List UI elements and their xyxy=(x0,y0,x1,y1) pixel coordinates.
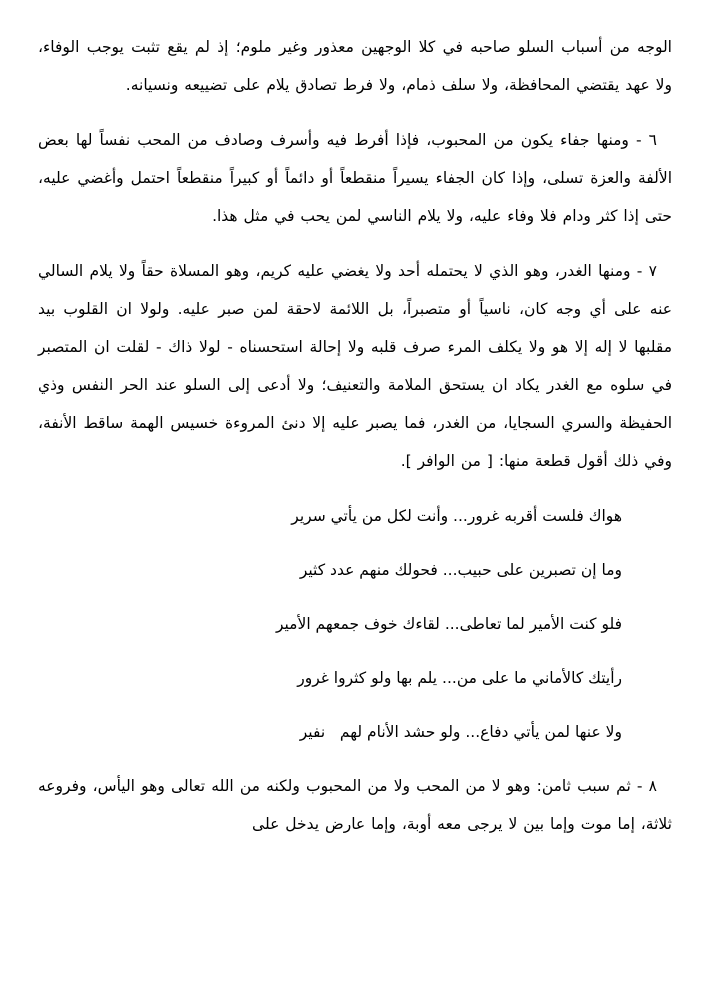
paragraph-7: ٧ - ومنها الغدر، وهو الذي لا يحتمله أحد ولا يغضي عليه كريم، وهو المسلاة حقاً ولا يلام السالي عنه على أي وجه كان، ناسياً أو متصبراً، بل اللائمة لاحقة لمن صبر عليه. ولولا ان القلوب بيد مقلبها لا إله إلا هو ولا يكلف المرء صرف قلبه ولا إحالة استحسناه - لولا ذاك - لقلت ان المتصبر في سلوه مع الغدر يكاد ان يستحق الملامة والتعنيف؛ ولا أدعى إلى السلو عند الحر النفس وذي الحفيظة والسري السجايا، من الغدر، فما يصبر عليه إلا دنئ المروءة خسيس الهمة ساقط الأنفة، وفي ذلك أقول قطعة منها: [ من الوافر ]. xyxy=(38,262,672,470)
poem-verse-2: وما إن تصبرين على حبيب... فحولك منهم عدد كثير xyxy=(299,561,622,579)
poem-verse-1: هواك فلست أقربه غرور... وأنت لكل من يأتي سرير xyxy=(291,507,622,525)
paragraph-continuation: الوجه من أسباب السلو صاحبه في كلا الوجهين معذور وغير ملوم؛ إذ لم يقع تثبت يوجب الوفاء، ولا عهد يقتضي المحافظة، ولا سلف ذمام، ولا فرط تصادق يلام على تضييعه ونسيانه. xyxy=(38,38,672,94)
poem-verse-3: فلو كنت الأمير لما تعاطى... لقاءك خوف جمعهم الأمير xyxy=(275,615,622,633)
poem-verse-5: ولا عنها لمن يأتي دفاع... ولو حشد الأنام لهم نفير xyxy=(299,723,622,741)
paragraph-8: ٨ - ثم سبب ثامن: وهو لا من المحب ولا من المحبوب ولكنه من الله تعالى وهو اليأس، وفروعه ثلاثة، إما موت وإما بين لا يرجى معه أوبة، وإما عارض يدخل على xyxy=(38,777,672,833)
poem-verse-4: رأيتك كالأماني ما على من... يلم بها ولو كثروا غرور xyxy=(297,669,622,687)
paragraph-6: ٦ - ومنها جفاء يكون من المحبوب، فإذا أفرط فيه وأسرف وصادف من المحب نفساً لها بعض الألفة والعزة تسلى، وإذا كان الجفاء يسيراً منقطعاً أو دائماً أو كبيراً منقطعاً احتمل وأغضي عليه، حتى إذا كثر ودام فلا وفاء عليه، ولا يلام الناسي لمن يحب في مثل هذا. xyxy=(38,131,672,225)
